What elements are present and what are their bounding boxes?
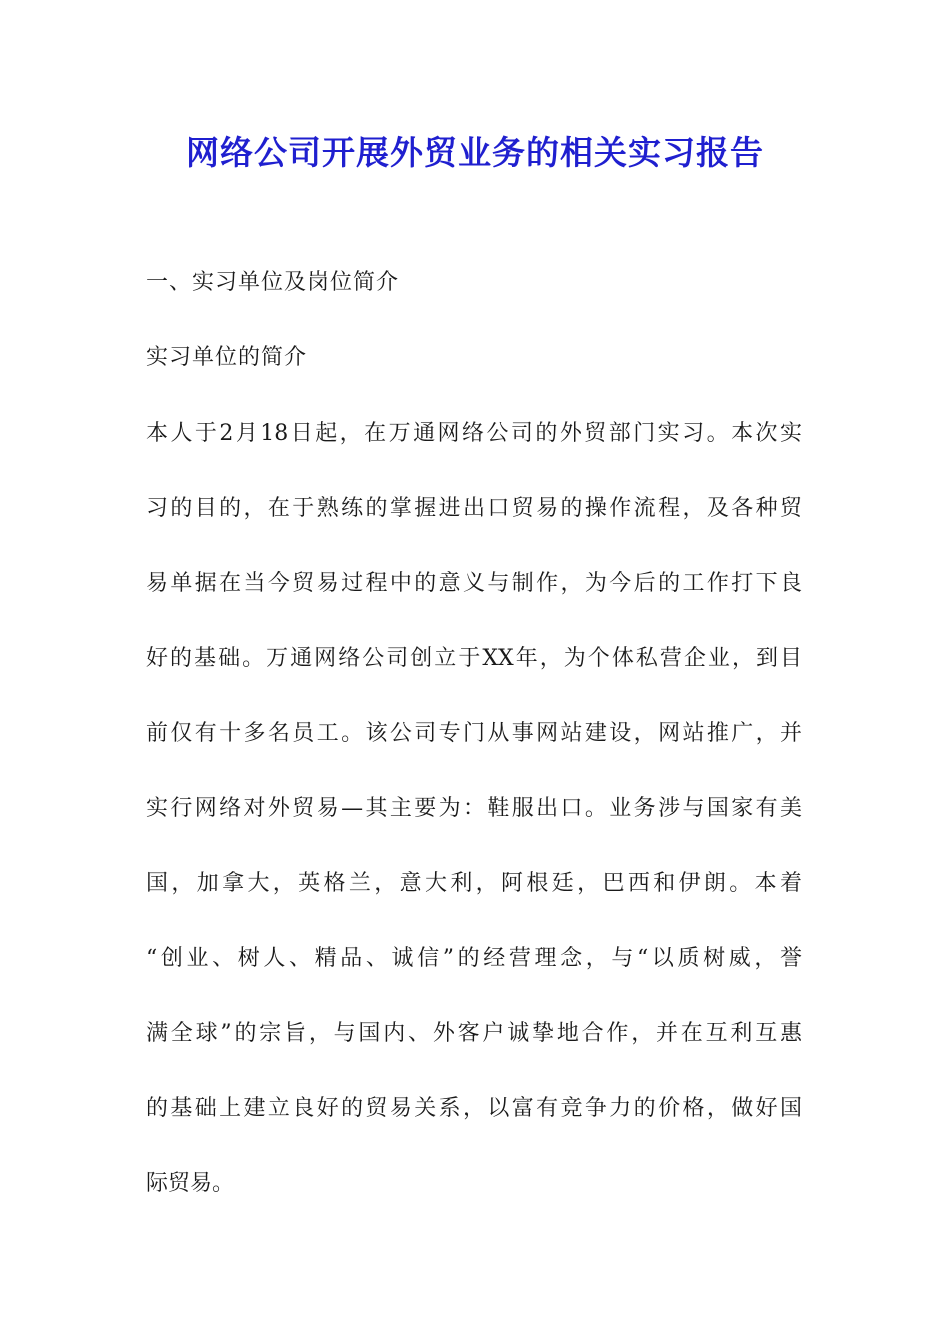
paragraph-line: 的基础上建立良好的贸易关系，以富有竞争力的价格，做好国 <box>146 1096 802 1121</box>
paragraph-line: 易单据在当今贸易过程中的意义与制作，为今后的工作打下良 <box>146 571 802 596</box>
paragraph-line: 满全球”的宗旨，与国内、外客户诚挚地合作，并在互利互惠 <box>146 1021 802 1046</box>
paragraph-line: 际贸易。 <box>146 1171 235 1196</box>
paragraph-line: 国，加拿大，英格兰，意大利，阿根廷，巴西和伊朗。本着 <box>146 871 802 896</box>
paragraph-line: 实行网络对外贸易—其主要为：鞋服出口。业务涉与国家有美 <box>146 796 802 821</box>
paragraph-line: 好的基础。万通网络公司创立于XX年，为个体私营企业，到目 <box>146 646 802 671</box>
subsection-heading: 实习单位的简介 <box>146 345 308 370</box>
paragraph-line: “创业、树人、精品、诚信”的经营理念，与“以质树威，誉 <box>146 946 802 971</box>
document-title: 网络公司开展外贸业务的相关实习报告 <box>186 133 764 172</box>
section-heading: 一、实习单位及岗位简介 <box>146 270 400 295</box>
paragraph-line: 本人于2月18日起，在万通网络公司的外贸部门实习。本次实 <box>146 421 802 446</box>
paragraph-line: 习的目的，在于熟练的掌握进出口贸易的操作流程，及各种贸 <box>146 496 802 521</box>
paragraph-line: 前仅有十多名员工。该公司专门从事网站建设，网站推广，并 <box>146 721 802 746</box>
